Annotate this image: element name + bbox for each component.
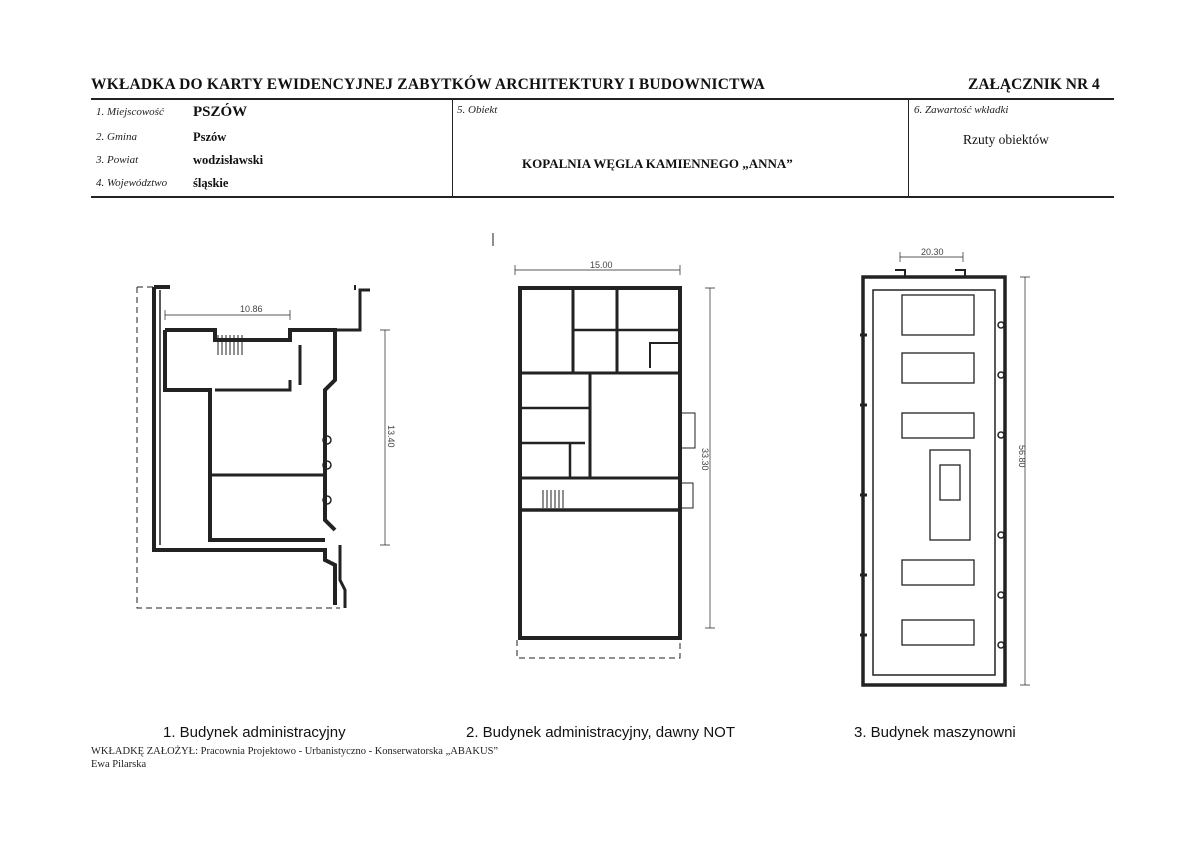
plan-3-floorplan: [855, 235, 1035, 695]
plan-2-floorplan: [505, 228, 715, 668]
document-title: WKŁADKA DO KARTY EWIDENCYJNEJ ZABYTKÓW ARCHITEKTURY I BUDOWNICTWA: [91, 76, 766, 93]
plan-3-length-dimension: 56.80: [1017, 445, 1027, 468]
header-bottom-rule: [91, 196, 1114, 198]
plan-2-length-dimension: 33.30: [700, 448, 710, 471]
plan-2-dashed-boundary: [517, 640, 680, 658]
plan-2-outer-wall: [520, 288, 680, 638]
object-value: KOPALNIA WĘGLA KAMIENNEGO „ANNA”: [522, 156, 793, 171]
column-divider-1: [452, 99, 453, 197]
locality-value: PSZÓW: [193, 104, 248, 120]
author-credit: WKŁADKĘ ZAŁOŻYŁ: Pracownia Projektowo - Urbanistyczno - Konserwatorska „ABAKUS”: [91, 746, 499, 757]
author-name: Ewa Pilarska: [91, 759, 147, 770]
plan-3-caption: 3. Budynek maszynowni: [854, 724, 1016, 741]
column-divider-2: [908, 99, 909, 197]
plan-3-width-dimension: 20.30: [921, 247, 944, 257]
plan-1-caption: 1. Budynek administracyjny: [163, 724, 346, 741]
plan-3-outer-wall: [863, 277, 1005, 685]
commune-value: Pszów: [193, 130, 227, 144]
locality-label: 1. Miejscowość: [96, 106, 164, 118]
plan-1-length-dimension-label: 13.40: [386, 425, 396, 448]
contents-label: 6. Zawartość wkładki: [914, 104, 1009, 116]
plan-1-floorplan: [100, 250, 440, 630]
voivodeship-label: 4. Województwo: [96, 177, 168, 189]
plan-2-width-dimension: 15.00: [590, 260, 613, 270]
voivodeship-value: śląskie: [193, 176, 229, 190]
object-label: 5. Obiekt: [457, 104, 498, 116]
header-top-rule: [91, 98, 1114, 100]
commune-label: 2. Gmina: [96, 131, 137, 143]
county-value: wodzisławski: [193, 153, 264, 167]
plan-1-outer-wall: [154, 287, 335, 605]
annex-number: ZAŁĄCZNIK NR 4: [968, 76, 1100, 93]
contents-value: Rzuty obiektów: [963, 132, 1049, 147]
county-label: 3. Powiat: [96, 154, 139, 166]
plan-1-width-dimension: 10.86: [240, 304, 263, 314]
plan-2-caption: 2. Budynek administracyjny, dawny NOT: [466, 724, 735, 741]
